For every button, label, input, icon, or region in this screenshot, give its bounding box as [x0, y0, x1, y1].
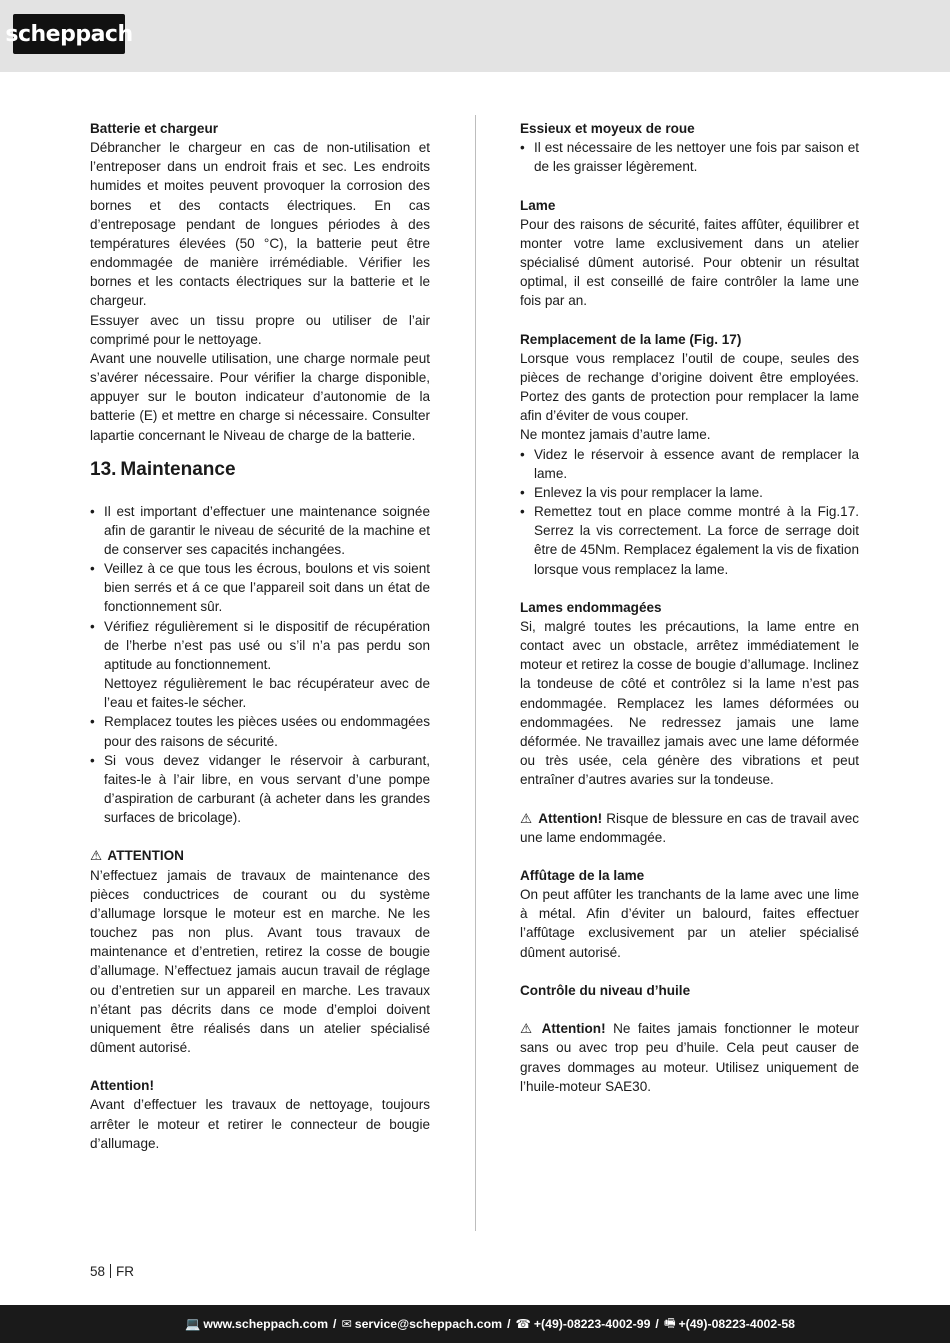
blade-text: Pour des raisons de sécurité, faites affûter, équilibrer et monter votre lame exclusivement dans un atelier spécialisé dûment autorisé. Pour obtenir un résultat optimal, il est conseillé de faire contrôler la lame une fois par an. — [520, 216, 859, 309]
warning-icon: ⚠ — [90, 848, 103, 864]
attention2-text: Avant d’effectuer les travaux de nettoyage, toujours arrêter le moteur et retirer le connecteur de bougie d’allumage. — [90, 1097, 430, 1151]
email-icon: ✉ — [341, 1317, 352, 1331]
sharpen-heading: Affûtage de la lame — [520, 868, 645, 884]
attention2-heading: Attention! — [90, 1078, 154, 1094]
oil-heading: Contrôle du niveau d’huile — [520, 982, 691, 998]
attention-note-2-text: Ne faites jamais fonctionner le moteur sans ou avec trop peu d’huile. Cela peut causer de graves dommages au moteur. Utilisez uniquement de l’huile-moteur SAE30. — [520, 1021, 860, 1094]
page-number: 58 — [90, 1264, 106, 1279]
list-item — [90, 617, 430, 713]
fax-number: +(49)-08223-4002-58 — [678, 1317, 795, 1331]
website-link[interactable]: www.scheppach.com — [203, 1317, 329, 1331]
battery-heading: Batterie et chargeur — [90, 121, 218, 136]
maintenance-list — [90, 502, 430, 828]
warning-icon: ⚠ — [520, 810, 533, 826]
attention-label: Attention! — [541, 1021, 606, 1037]
page-footer — [90, 1264, 134, 1279]
sharpen-text: On peut affûter les tranchants de la lame avec une lime à métal. Afin d’éviter un balourd, faites effectuer l’affûtage exclusivement par un atelier spécialisé dûment autorisé. — [520, 887, 859, 960]
attention-heading — [90, 846, 430, 865]
left-column — [90, 119, 430, 1153]
section-title — [90, 458, 430, 482]
page-language: FR — [116, 1264, 135, 1279]
phone-icon: ☎ — [515, 1317, 531, 1331]
column-divider — [475, 115, 476, 1231]
separator: / — [655, 1317, 659, 1331]
section-title-text: Maintenance — [120, 458, 236, 480]
page-separator — [110, 1264, 111, 1278]
list-item-text: Vérifiez régulièrement si le dispositif de récupération de l’herbe n’est pas usé ou s’il n’a pas perdu son aptitude au fonctionnement. — [104, 618, 430, 672]
replace-text-2: Ne montez jamais d’autre lame. — [520, 427, 711, 443]
list-item: • Si vous devez vidanger le réservoir à carburant, faites-le à l’air libre, en vous servant d’une pompe d’aspiration de carburant (à acheter dans les grandes surfaces de bricolage). — [90, 751, 430, 828]
computer-icon: 💻 — [185, 1316, 201, 1331]
blade-heading: Lame — [520, 197, 556, 213]
replace-heading: Remplacement de la lame (Fig. 17) — [520, 331, 742, 347]
damaged-heading: Lames endommagées — [520, 599, 662, 615]
replace-list — [520, 445, 859, 579]
warning-icon: ⚠ — [520, 1021, 533, 1037]
list-item: • Remettez tout en place comme montré à la Fig.17. Serrez la vis correctement. La force de serrage doit être de 45Nm. Remplacez également la vis de fixation lorsque vous remplacez la lame. — [520, 502, 859, 579]
separator: / — [507, 1317, 511, 1331]
attention-note-1 — [520, 809, 859, 847]
battery-paragraph-2: Essuyer avec un tissu propre ou utiliser de l’air comprimé pour le nettoyage. — [90, 312, 430, 347]
phone-number[interactable]: +(49)-08223-4002-99 — [533, 1317, 651, 1331]
section-number: 13. — [90, 458, 117, 480]
attention-text: N’effectuez jamais de travaux de maintenance des pièces conductrices de courant ou du système d’allumage lorsque le moteur est en marche. Ne les touchez pas non plus. Avant tous travaux de maintenance et d’entretien, retirez la cosse de bougie d’allumage. N’effectuez jamais aucun travail de réglage ou d’entretien sur un appareil en marche. Les travaux n’étant pas décrits dans ce mode d’emploi doivent uniquement être réalisés dans un atelier spécialisé dûment autorisé. — [90, 867, 430, 1056]
list-item: • Veillez à ce que tous les écrous, boulons et vis soient bien serrés et á ce que l’appareil soit dans un état de fonctionnement sûr. — [90, 559, 430, 616]
attention-label: Attention! — [538, 810, 603, 826]
separator: / — [333, 1317, 337, 1331]
brand-logo: scheppach — [13, 14, 125, 54]
battery-paragraph-3: Avant une nouvelle utilisation, une charge normale peut s’avérer nécessaire. Pour vérifier la charge disponible, appuyer sur le bouton indicateur d’autonomie de la batterie (E) et mettre en charge si nécessaire. Consulter lapartie concernant le Niveau de charge de la batterie. — [90, 350, 430, 443]
right-column — [520, 119, 859, 1096]
damaged-text: Si, malgré toutes les précautions, la lame entre en contact avec un obstacle, arrêtez immédiatement le moteur et retirez la cosse de bougie d’allumage. Inclinez la tondeuse de côté et contrôlez si la lame n’est pas endommagée. Remplacez les lames déformées ou endommagées. Ne redressez jamais une lame déformée. Ne travaillez jamais avec une lame déformée ou très usée, cela génère des vibrations et peut entraîner d’autres avaries sur la tondeuse. — [520, 619, 859, 788]
replace-text: Lorsque vous remplacez l’outil de coupe, seules des pièces de rechange d’origine doivent être employées. Portez des gants de protection pour remplacer la lame afin d’éviter de vous couper. — [520, 350, 859, 424]
header-band — [0, 0, 950, 72]
list-item: • Il est nécessaire de les nettoyer une fois par saison et de les graisser légèrement. — [520, 138, 859, 176]
attention-heading-text: ATTENTION — [107, 848, 184, 864]
list-item-extra: Nettoyez régulièrement le bac récupérateur avec de l’eau et faites-le sécher. — [104, 676, 430, 711]
list-item: • Remplacez toutes les pièces usées ou endommagées pour des raisons de sécurité. — [90, 712, 430, 750]
list-item: • Il est important d’effectuer une maintenance soignée afin de garantir le niveau de sécurité de la machine et de conserver ses capacités inchangées. — [90, 502, 430, 559]
fax-icon: 🖷 — [663, 1315, 676, 1330]
email-link[interactable]: service@scheppach.com — [354, 1317, 503, 1331]
axles-heading: Essieux et moyeux de roue — [520, 121, 695, 136]
attention-note-2 — [520, 1019, 859, 1096]
list-item: • Videz le réservoir à essence avant de remplacer la lame. — [520, 445, 859, 483]
contact-bar — [0, 1305, 950, 1343]
list-item: • Enlevez la vis pour remplacer la lame. — [520, 483, 859, 502]
axles-list — [520, 138, 859, 176]
attention-note-1-text: Risque de blessure en cas de travail avec une lame endommagée. — [520, 810, 860, 845]
battery-paragraph-1: Débrancher le chargeur en cas de non-utilisation et l’entreposer dans un endroit frais et sec. Les endroits humides et moites peuvent provoquer la corrosion des bornes et des contacts électriques. En cas d’entreposage pendant de longues périodes à des températures élevées (50 °C), la batterie peut être endommagée de manière irrémédiable. Vérifier les bornes et les contacts électriques sur la batterie et le chargeur. — [90, 140, 430, 309]
